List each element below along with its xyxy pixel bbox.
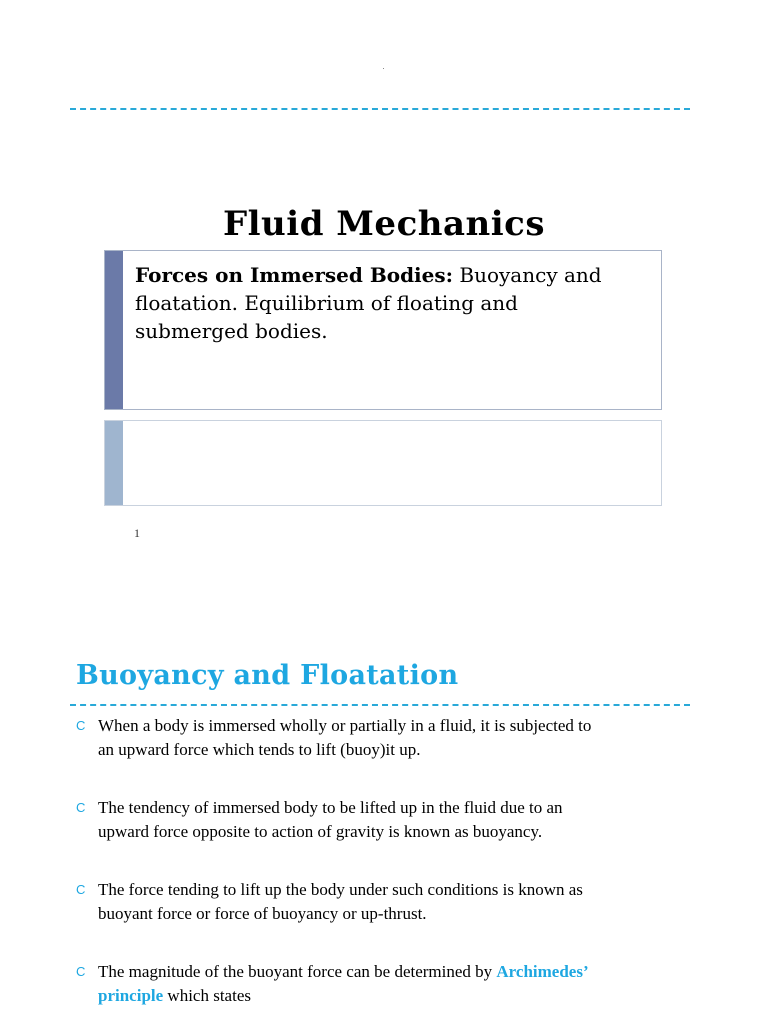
bullet-text-line1: The force tending to lift up the body under such conditions is known as [98, 880, 583, 899]
bullet-text-line1-pre: The magnitude of the buoyant force can be determined by [98, 962, 497, 981]
bullet-list [76, 714, 696, 1024]
empty-content-box [104, 420, 662, 506]
list-item [76, 714, 696, 762]
bullet-marker-icon: C [76, 882, 86, 897]
list-item [76, 796, 696, 844]
bullet-text-line1: When a body is immersed wholly or partially in a fluid, it is subjected to [98, 716, 592, 735]
section-title: Buoyancy and Floatation [76, 660, 459, 691]
slide-title: Fluid Mechanics [223, 204, 545, 244]
list-item [76, 878, 696, 926]
topic-text-line2: floatation. Equilibrium of floating and [135, 291, 518, 315]
top-divider [70, 108, 690, 110]
bullet-marker-icon: C [76, 718, 86, 733]
topic-box-accent-bar [105, 251, 123, 409]
bullet-text-line2-post: which states [163, 986, 251, 1005]
topic-box-text [135, 261, 655, 345]
empty-box-accent-bar [105, 421, 123, 505]
bullet-text-line2: an upward force which tends to lift (buoy)it up. [98, 740, 421, 759]
bullet-text-line2: buoyant force or force of buoyancy or up-thrust. [98, 904, 427, 923]
bullet-text-line1: The tendency of immersed body to be lifted up in the fluid due to an [98, 798, 563, 817]
topic-text-line3: submerged bodies. [135, 319, 328, 343]
slide-number: 1 [134, 526, 140, 540]
page-mark [383, 68, 384, 69]
principle-highlight: principle [98, 986, 164, 1005]
archimedes-highlight: Archimedes’ [496, 962, 589, 981]
bullet-marker-icon: C [76, 964, 86, 979]
topic-box [104, 250, 662, 410]
topic-heading: Forces on Immersed Bodies: [135, 263, 454, 287]
bullet-marker-icon: C [76, 800, 86, 815]
list-item [76, 960, 696, 1008]
section-divider [70, 704, 690, 706]
bullet-text-line2: upward force opposite to action of gravity is known as buoyancy. [98, 822, 543, 841]
topic-text-line1: Buoyancy and [453, 263, 602, 287]
